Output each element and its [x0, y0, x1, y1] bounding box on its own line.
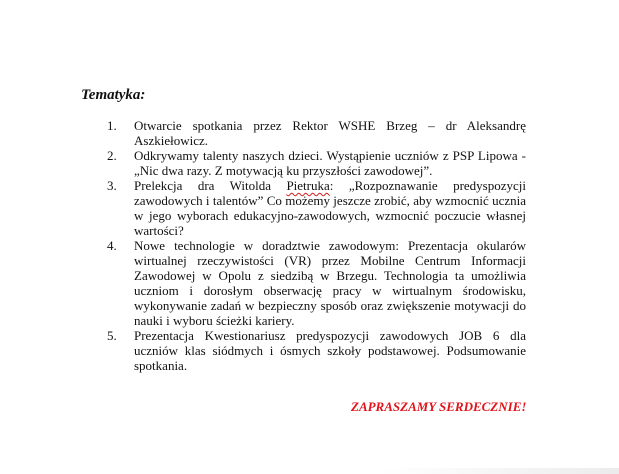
- list-item-text: Otwarcie spotkania przez Rektor WSHE Brzeg – dr Aleksandrę Aszkiełowicz.: [134, 118, 526, 148]
- list-item-number: 1.: [107, 118, 117, 133]
- list-item-number: 5.: [107, 328, 117, 343]
- list-item-number: 3.: [107, 178, 117, 193]
- list-item-number: 2.: [107, 148, 117, 163]
- page-edge-shadow: [379, 468, 619, 474]
- list-item: [107, 328, 526, 373]
- spellcheck-flagged-word: Pietruka: [286, 178, 330, 193]
- list-item-text: Odkrywamy talenty naszych dzieci. Wystąpienie uczniów z PSP Lipowa - „Nic dwa razy. Z motywacją ku przyszłości zawodowej”.: [134, 148, 526, 178]
- list-item-text-part: : „Rozpoznawanie predyspozycji zawodowych i talentów” Co możemy jeszcze zrobić, aby wzmocnić ucznia w jego wyborach edukacyjno-zawodowych, wzmocnić poczucie własnej wartości?: [134, 178, 526, 238]
- list-item-text: [134, 178, 526, 238]
- list-item-text: Nowe technologie w doradztwie zawodowym: Prezentacja okularów wirtualnej rzeczywistości (VR) przez Mobilne Centrum Informacji Zawodowej w Opolu z siedzibą w Brzegu. Technologia ta umożliwia uczniom i dorosłym obserwację pracy w wirtualnym środowisku, wykonywanie zadań w bezpieczny sposób oraz zwiększenie motywacji do nauki i wyboru ścieżki kariery.: [134, 238, 526, 328]
- list-item: [107, 238, 526, 328]
- list-item: [107, 178, 526, 238]
- closing-invitation: ZAPRASZAMY SERDECZNIE!: [351, 399, 527, 414]
- section-heading: Tematyka:: [81, 87, 146, 103]
- list-item: [107, 148, 526, 178]
- list-item: [107, 118, 526, 148]
- list-item-number: 4.: [107, 238, 117, 253]
- list-item-text: Prezentacja Kwestionariusz predyspozycji zawodowych JOB 6 dla uczniów klas siódmych i ósmych szkoły podstawowej. Podsumowanie spotkania.: [134, 328, 526, 373]
- list-item-text-part: Prelekcja dra Witolda: [134, 178, 287, 193]
- topic-list: [107, 118, 526, 373]
